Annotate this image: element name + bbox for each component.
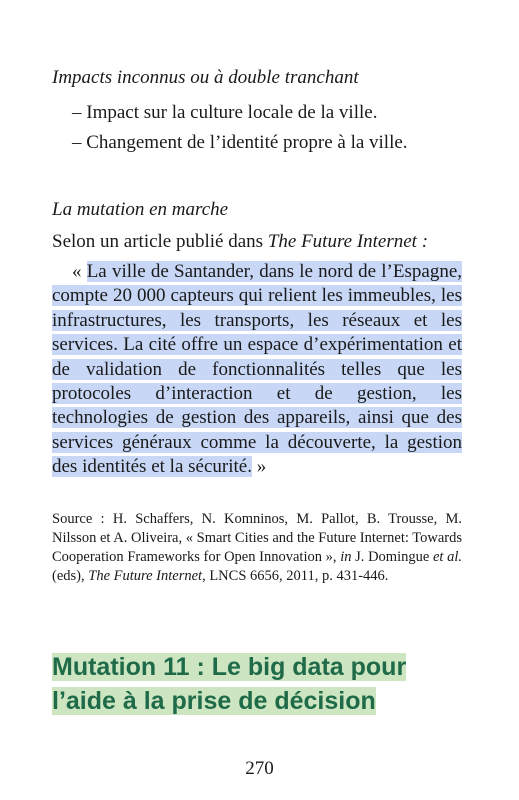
impacts-list (52, 98, 472, 158)
quotation (52, 260, 462, 480)
section-heading-mutation: La mutation en marche (52, 199, 229, 220)
chapter-heading-line-2: l’aide à la prise de décision (52, 687, 376, 715)
quote-open: « (72, 261, 87, 282)
source-text: Source : H. Schaffers, N. Komninos, M. Pallot, B. Trousse, M. Nilsson et A. Oliveira, « Smart Cities and the Future Internet: Towards Cooperation Frameworks for Open Innovation », (52, 511, 462, 565)
page-number: 270 (245, 758, 274, 779)
chapter-heading (52, 650, 472, 718)
highlighted-quote-text: La ville de Santander, dans le nord de l’Espagne, compte 20 000 capteurs qui relient les immeubles, les infrastructures, les transports, les réseaux et les services. La cité offre un espace d’expérimentation et de validation de fonctionnalités telles que les protocoles d’interaction et de gestion, les technologies de gestion des appareils, ainsi que des services généraux comme la découverte, la gestion des identités et la sécurité. (52, 261, 462, 478)
source-text: (eds), (52, 568, 89, 584)
source-et-al: et al. (432, 549, 462, 565)
source-text: , LNCS 6656, 2011, p. 431-446. (202, 568, 389, 584)
source-title: The Future Internet (88, 568, 203, 584)
source-citation (52, 510, 462, 586)
chapter-heading-line-1: Mutation 11 : Le big data pour (52, 653, 407, 681)
list-item: – Impact sur la culture locale de la ville. (72, 102, 378, 123)
intro-text: Selon un article publié dans (52, 231, 268, 252)
intro-sentence (52, 230, 472, 254)
source-text: J. Domingue (351, 549, 433, 565)
list-item: – Changement de l’identité propre à la ville. (72, 132, 408, 153)
quote-close: » (251, 456, 267, 478)
section-heading-impacts: Impacts inconnus ou à double tranchant (52, 67, 359, 88)
journal-title: The Future Internet : (267, 231, 429, 252)
source-in: in (340, 549, 352, 565)
